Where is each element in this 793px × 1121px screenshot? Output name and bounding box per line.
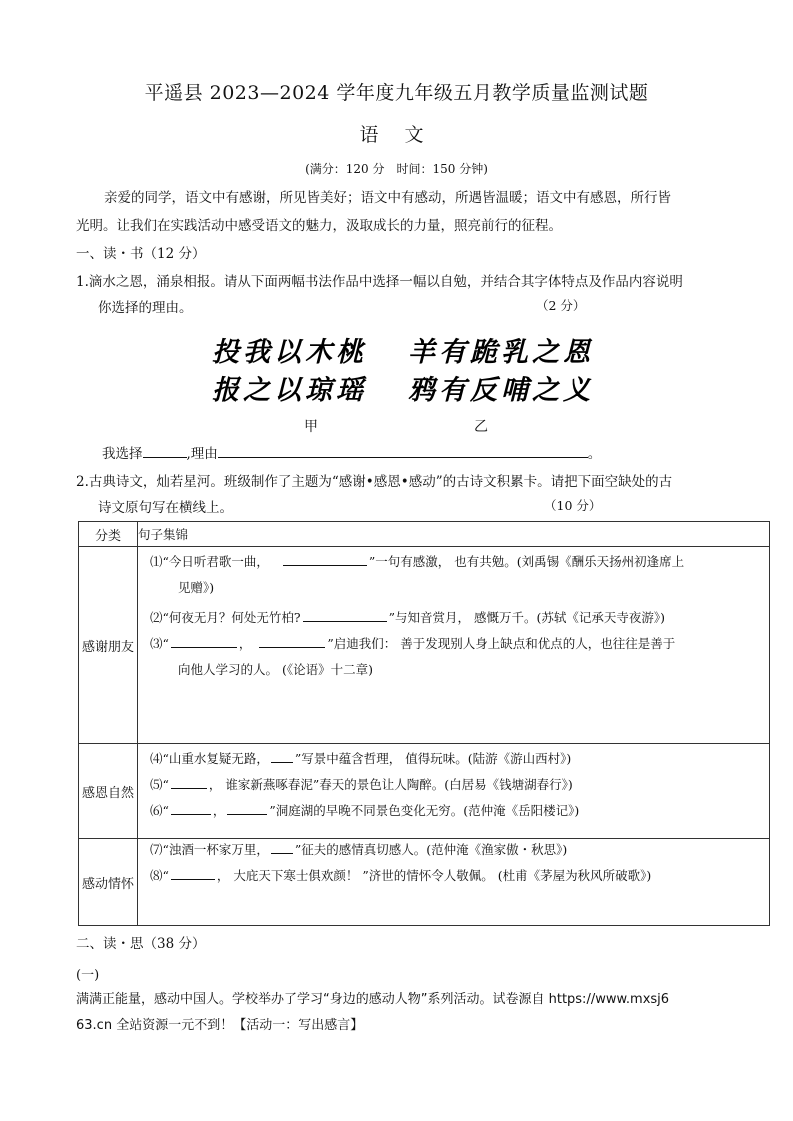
content-cell [138,547,770,744]
item-8: ⑻“ ， 大庇天下寒士俱欢颜！ ”济世的情怀令人敬佩。 (杜甫《茅屋为秋风所破歌》) [150,868,652,883]
item-3-cont: 向他人学习的人。 (《论语》十二章) [178,662,373,677]
caption-yi: 乙 [474,419,488,435]
blank-6b[interactable] [227,802,267,815]
blank-1[interactable] [283,553,367,566]
blank-3b[interactable] [259,635,325,648]
blank-4[interactable] [271,750,293,763]
choose-prefix: 我选择 [102,446,143,462]
section-2-heading: 二、读・思（38 分） [76,936,206,952]
table-row [79,547,770,744]
content-cell [138,744,770,839]
section-2-line-2: 63.cn 全站资源一元不到！【活动一：写出感言】 [76,1018,364,1033]
calligraphy-jia-line-1: 投我以木桃 [212,337,367,368]
intro-line-1: 亲爱的同学，语文中有感谢，所见皆美好；语文中有感动，所遇皆温暖；语文中有感恩，所行皆 [104,190,671,206]
item-7: ⑺“浊酒一杯家万里， ”征夫的感情真切感人。(范仲淹《渔家傲・秋思》) [150,842,568,857]
item-1-cont: 见赠》) [178,580,215,595]
question-1-line-2: 你选择的理由。 [98,300,193,316]
subject-title: 语 文 [359,124,434,146]
answer-line [102,442,601,462]
choice-blank[interactable] [143,443,187,458]
blank-8[interactable] [171,867,215,880]
blank-3a[interactable] [171,635,237,648]
header-content: 句子集锦 [138,522,770,547]
calligraphy-yi-line-2: 鸦有反哺之义 [408,375,594,406]
blank-6a[interactable] [171,802,211,815]
exam-title: 平遥县 2023—2024 学年度九年级五月教学质量监测试题 [144,82,649,104]
question-1-points: （2 分） [536,298,586,313]
question-2-line-1: 2.古典诗文，灿若星河。班级制作了主题为“感谢•感恩•感动”的古诗文积累卡。请把下面空缺处的古 [76,474,673,490]
reason-blank[interactable] [218,443,588,458]
choose-mid: ,理由 [186,446,218,462]
blank-2[interactable] [303,609,387,622]
question-1-line-1: 1.滴水之恩，涌泉相报。请从下面两幅书法作品中选择一幅以自勉，并结合其字体特点及作品内容说明 [76,274,683,290]
table-row [79,839,770,926]
item-1: ⑴“今日听君歌一曲， ”一句有感激， 也有共勉。(刘禹锡《酬乐天扬州初逢席上 [150,554,685,569]
category-cell: 感谢朋友 [79,547,138,744]
table-header-row [79,522,770,547]
question-2-points: （10 分） [544,498,602,513]
content-cell [138,839,770,926]
header-category: 分类 [79,522,138,547]
category-cell: 感动情怀 [79,839,138,926]
item-5: ⑸“ ， 谁家新燕啄春泥”春天的景色让人陶醉。(白居易《钱塘湖春行》) [150,777,573,792]
question-2-line-2: 诗文原句写在横线上。 [98,500,233,516]
poetry-table [78,521,770,926]
section-1-heading: 一、读・书（12 分） [76,246,206,262]
blank-5[interactable] [171,776,207,789]
choose-end: 。 [587,446,602,462]
blank-7[interactable] [271,841,293,854]
caption-jia: 甲 [304,419,318,435]
part-label: (一) [76,968,100,983]
item-3: ⑶“ ， ”启迪我们： 善于发现别人身上缺点和优点的人，也往往是善于 [150,636,676,651]
section-2-line-1: 满满正能量，感动中国人。学校举办了学习“身边的感动人物”系列活动。试卷源自 https://www.mxsj6 [76,992,670,1007]
table-row [79,744,770,839]
calligraphy-jia-line-2: 报之以琼瑶 [212,375,367,406]
item-6: ⑹“ ， ”洞庭湖的早晚不同景色变化无穷。(范仲淹《岳阳楼记》) [150,803,580,818]
item-4: ⑷“山重水复疑无路， ”写景中蕴含哲理， 值得玩味。(陆游《游山西村》) [150,751,572,766]
category-cell: 感恩自然 [79,744,138,839]
calligraphy-yi-line-1: 羊有跪乳之恩 [408,337,594,368]
intro-line-2: 光明。让我们在实践活动中感受语文的魅力，汲取成长的力量，照亮前行的征程。 [76,218,562,234]
item-2: ⑵“何夜无月？何处无竹柏? ”与知音赏月， 感慨万千。(苏轼《记承天寺夜游》) [150,610,665,625]
exam-meta: (满分：120 分 时间：150 分钟) [305,162,488,176]
